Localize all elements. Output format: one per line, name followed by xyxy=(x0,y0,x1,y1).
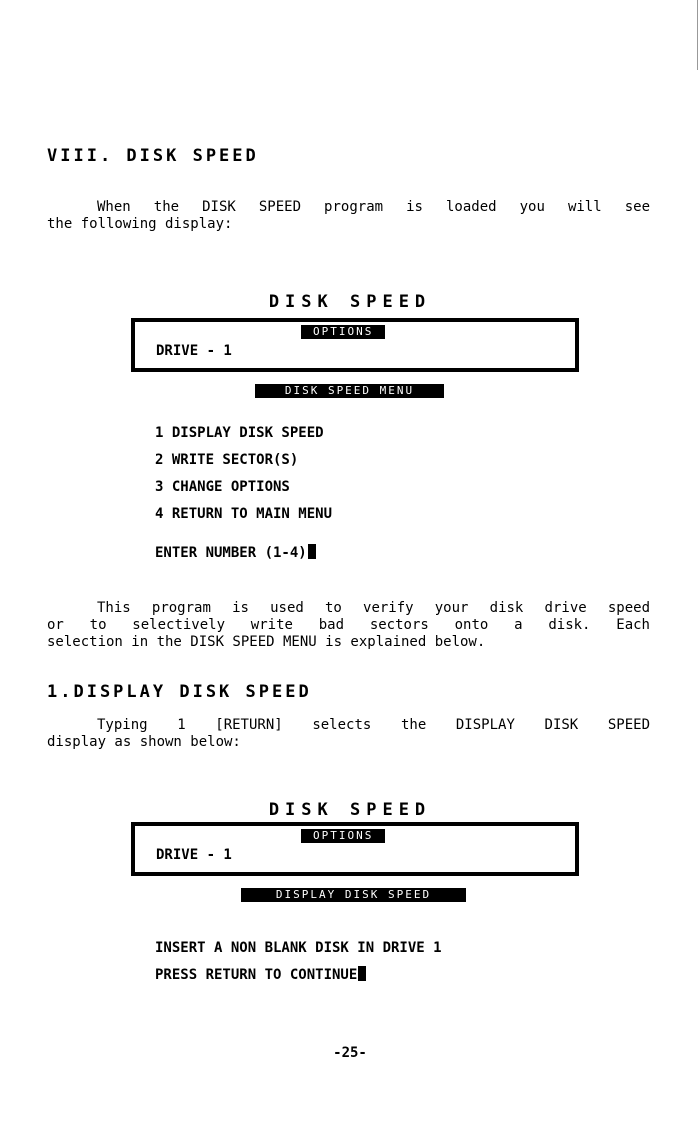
enter-number-prompt xyxy=(155,544,316,561)
intro-line-1: When the DISK SPEED program is loaded you will see xyxy=(97,199,650,215)
press-return-text: PRESS RETURN TO CONTINUE xyxy=(155,967,358,983)
screen2-options-box xyxy=(131,822,579,876)
menu-item-change-options: 3 CHANGE OPTIONS xyxy=(155,479,290,495)
enter-number-prompt-text: ENTER NUMBER (1-4) xyxy=(155,545,307,561)
section1-line-1: Typing 1 [RETURN] selects the DISPLAY DISK SPEED xyxy=(97,717,650,733)
section1-line-2: display as shown below: xyxy=(47,734,241,750)
disk-speed-menu-banner: DISK SPEED MENU xyxy=(255,384,444,398)
disk-speed-menu-list xyxy=(155,424,332,532)
section-heading-display-disk-speed: 1.DISPLAY DISK SPEED xyxy=(47,682,312,702)
section-heading-disk-speed: VIII. DISK SPEED xyxy=(47,146,259,166)
section1-paragraph xyxy=(47,717,650,751)
screen1-title: DISK SPEED xyxy=(268,292,432,312)
screen1-drive-label: DRIVE - 1 xyxy=(156,343,232,359)
menu-item-display-disk-speed: 1 DISPLAY DISK SPEED xyxy=(155,425,324,441)
press-return-line xyxy=(155,966,366,983)
screen2-drive-label: DRIVE - 1 xyxy=(156,847,232,863)
insert-disk-line: INSERT A NON BLANK DISK IN DRIVE 1 xyxy=(155,940,442,956)
screen2-title: DISK SPEED xyxy=(268,800,432,820)
screen2-options-label: OPTIONS xyxy=(301,829,385,843)
description-line-1: This program is used to verify your disk drive speed xyxy=(97,600,650,616)
intro-paragraph xyxy=(47,199,650,233)
cursor-block-icon xyxy=(358,966,366,981)
scan-edge-mark xyxy=(697,0,698,70)
description-line-2: or to selectively write bad sectors onto a disk. Each xyxy=(47,617,650,633)
menu-item-write-sectors: 2 WRITE SECTOR(S) xyxy=(155,452,299,468)
menu-item-return-main-menu: 4 RETURN TO MAIN MENU xyxy=(155,506,333,522)
display-disk-speed-banner: DISPLAY DISK SPEED xyxy=(241,888,466,902)
cursor-block-icon xyxy=(308,544,316,559)
description-line-3: selection in the DISK SPEED MENU is explained below. xyxy=(47,634,486,650)
description-paragraph xyxy=(47,600,650,651)
page-number: -25- xyxy=(333,1045,367,1061)
screen1-options-box xyxy=(131,318,579,372)
screen1-options-label: OPTIONS xyxy=(301,325,385,339)
intro-line-2: the following display: xyxy=(47,216,233,232)
